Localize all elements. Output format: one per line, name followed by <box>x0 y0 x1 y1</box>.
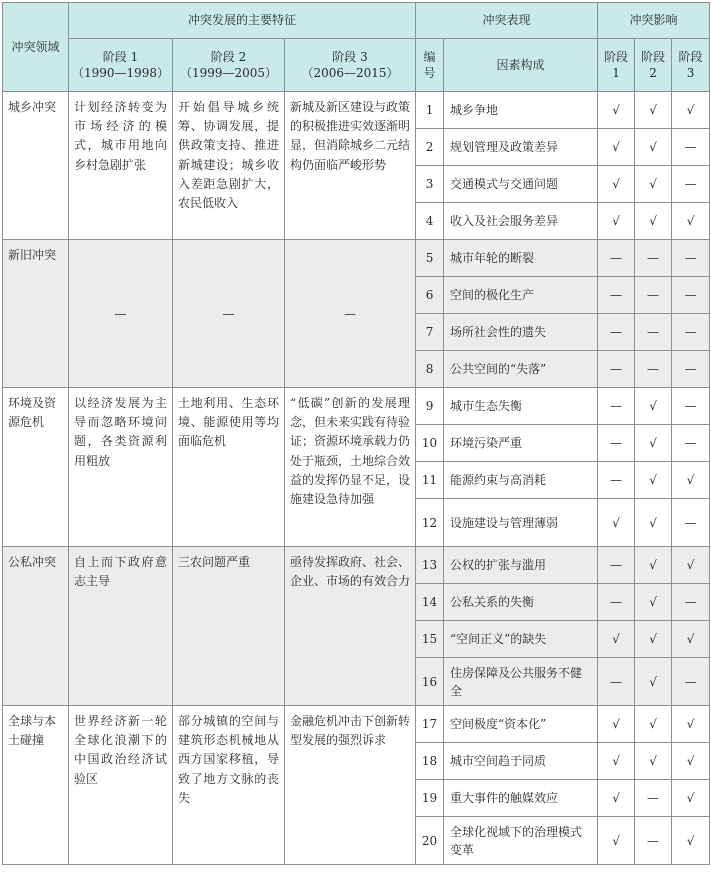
stage-years: （2006—2015） <box>301 66 399 80</box>
impact-stage-1-cell: √ <box>598 817 635 865</box>
num-cell: 8 <box>416 351 444 388</box>
impact-stage-2-cell: — <box>635 277 672 314</box>
stage-1-cell: 世界经济新一轮全球化浪潮下的中国政治经济试验区 <box>69 706 173 865</box>
impact-stage-2-cell: √ <box>635 658 672 706</box>
num-cell: 16 <box>416 658 444 706</box>
factor-cell: 空间极度“资本化” <box>444 706 598 743</box>
stage-label: 阶段 3 <box>332 49 368 64</box>
stage-1-cell: 自上而下政府意志主导 <box>69 547 173 706</box>
num-cell: 18 <box>416 743 444 780</box>
impact-stage-1-cell: √ <box>598 780 635 817</box>
factor-cell: 设施建设与管理薄弱 <box>444 499 598 547</box>
stage-3-cell: 新城及新区建设与政策的积极推进实效逐渐明显，但消除城乡二元结构仍面临严峻形势 <box>285 92 416 240</box>
num-cell: 2 <box>416 129 444 166</box>
header-factor: 因素构成 <box>444 39 598 92</box>
impact-stage-2-cell: √ <box>635 621 672 658</box>
impact-stage-1-cell: — <box>598 351 635 388</box>
impact-stage-3-cell: √ <box>672 743 710 780</box>
stage-label: 阶段 2 <box>210 49 247 64</box>
stage-years: （1999—2005） <box>179 66 278 80</box>
stage-3-cell: — <box>285 240 416 388</box>
impact-stage-1-cell: √ <box>598 706 635 743</box>
factor-cell: 公共空间的“失落” <box>444 351 598 388</box>
impact-stage-2-cell: √ <box>635 203 672 240</box>
impact-stage-2-cell: √ <box>635 743 672 780</box>
stage-3-cell: “低碳”创新的发展理念，但未来实践有待验证；资源环境承载力仍处于瓶颈，土地综合效益的发挥仍显不足，设施建设急待加强 <box>285 388 416 547</box>
stage-years: （1990—1998） <box>71 66 170 80</box>
impact-stage-1-cell: √ <box>598 203 635 240</box>
factor-cell: 收入及社会服务差异 <box>444 203 598 240</box>
stage-2-cell: 三农问题严重 <box>173 547 285 706</box>
impact-stage-3-cell: √ <box>672 706 710 743</box>
stage-1-cell: 以经济发展为主导而忽略环境问题，各类资源利用粗放 <box>69 388 173 547</box>
impact-stage-2-cell: √ <box>635 462 672 499</box>
impact-stage-2-cell: — <box>635 817 672 865</box>
impact-stage-2-cell: √ <box>635 92 672 129</box>
impact-stage-1-cell: — <box>598 240 635 277</box>
header-impact-stage-3: 阶段3 <box>672 39 710 92</box>
impact-stage-2-cell: √ <box>635 584 672 621</box>
impact-stage-3-cell: — <box>672 314 710 351</box>
impact-stage-3-cell: — <box>672 499 710 547</box>
impact-stage-3-cell: √ <box>672 621 710 658</box>
num-cell: 1 <box>416 92 444 129</box>
area-cell: 公私冲突 <box>3 547 69 706</box>
impact-stage-2-cell: — <box>635 351 672 388</box>
num-cell: 10 <box>416 425 444 462</box>
stage-1-cell: 计划经济转变为市场经济的模式，城市用地向乡村急剧扩张 <box>69 92 173 240</box>
impact-stage-3-cell: √ <box>672 780 710 817</box>
stage-2-cell: 开始倡导城乡统筹、协调发展，提供政策支持、推进新城建设；城乡收入差距急剧扩大，农民低收入 <box>173 92 285 240</box>
num-cell: 14 <box>416 584 444 621</box>
impact-stage-2-cell: √ <box>635 388 672 425</box>
impact-stage-2-cell: — <box>635 240 672 277</box>
header-stage-1 <box>69 39 173 92</box>
impact-stage-3-cell: — <box>672 240 710 277</box>
impact-stage-1-cell: — <box>598 388 635 425</box>
impact-stage-2-cell: — <box>635 314 672 351</box>
factor-cell: 重大事件的触媒效应 <box>444 780 598 817</box>
header-area: 冲突领域 <box>3 3 69 92</box>
impact-stage-2-cell: √ <box>635 547 672 584</box>
num-cell: 9 <box>416 388 444 425</box>
impact-stage-3-cell: √ <box>672 92 710 129</box>
impact-stage-3-cell: √ <box>672 203 710 240</box>
stage-2-cell: 土地利用、生态环境、能源使用等均面临危机 <box>173 388 285 547</box>
impact-stage-2-cell: √ <box>635 499 672 547</box>
header-stage-3 <box>285 39 416 92</box>
num-cell: 19 <box>416 780 444 817</box>
table-row <box>3 547 710 584</box>
impact-stage-1-cell: √ <box>598 166 635 203</box>
factor-cell: 交通模式与交通问题 <box>444 166 598 203</box>
table-row <box>3 240 710 277</box>
num-cell: 12 <box>416 499 444 547</box>
factor-cell: 公权的扩张与滥用 <box>444 547 598 584</box>
impact-stage-3-cell: — <box>672 388 710 425</box>
num-cell: 3 <box>416 166 444 203</box>
factor-cell: 能源约束与高消耗 <box>444 462 598 499</box>
table-row <box>3 92 710 129</box>
header-manifestation: 冲突表现 <box>416 3 598 39</box>
factor-cell: 城市生态失衡 <box>444 388 598 425</box>
stage-2-cell: 部分城镇的空间与建筑形态机械地从西方国家移植，导致了地方文脉的丧失 <box>173 706 285 865</box>
impact-stage-1-cell: √ <box>598 743 635 780</box>
impact-stage-3-cell: — <box>672 658 710 706</box>
stage-label: 阶段 1 <box>102 49 139 64</box>
factor-cell: 城市空间趋于同质 <box>444 743 598 780</box>
header-impact-stage-2: 阶段2 <box>635 39 672 92</box>
impact-stage-1-cell: √ <box>598 499 635 547</box>
factor-cell: 规划管理及政策差异 <box>444 129 598 166</box>
num-cell: 6 <box>416 277 444 314</box>
impact-stage-1-cell: — <box>598 584 635 621</box>
impact-stage-1-cell: — <box>598 425 635 462</box>
impact-stage-3-cell: √ <box>672 547 710 584</box>
impact-stage-2-cell: √ <box>635 129 672 166</box>
factor-cell: 场所社会性的遗失 <box>444 314 598 351</box>
factor-cell: 城市年轮的断裂 <box>444 240 598 277</box>
impact-stage-2-cell: √ <box>635 166 672 203</box>
stage-2-cell: — <box>173 240 285 388</box>
num-cell: 17 <box>416 706 444 743</box>
impact-stage-1-cell: √ <box>598 92 635 129</box>
impact-stage-3-cell: √ <box>672 462 710 499</box>
impact-stage-1-cell: — <box>598 277 635 314</box>
impact-stage-1-cell: — <box>598 314 635 351</box>
factor-cell: 公私关系的失衡 <box>444 584 598 621</box>
impact-stage-1-cell: √ <box>598 621 635 658</box>
conflict-table <box>2 2 710 865</box>
area-cell: 全球与本土碰撞 <box>3 706 69 865</box>
impact-stage-3-cell: √ <box>672 817 710 865</box>
stage-3-cell: 亟待发挥政府、社会、企业、市场的有效合力 <box>285 547 416 706</box>
table-body <box>3 92 710 865</box>
impact-stage-3-cell: — <box>672 584 710 621</box>
num-cell: 15 <box>416 621 444 658</box>
area-cell: 城乡冲突 <box>3 92 69 240</box>
impact-stage-3-cell: — <box>672 425 710 462</box>
factor-cell: 环境污染严重 <box>444 425 598 462</box>
impact-stage-2-cell: √ <box>635 706 672 743</box>
area-cell: 环境及资源危机 <box>3 388 69 547</box>
impact-stage-2-cell: √ <box>635 425 672 462</box>
stage-3-cell: 金融危机冲击下创新转型发展的强烈诉求 <box>285 706 416 865</box>
impact-stage-3-cell: — <box>672 351 710 388</box>
factor-cell: 空间的极化生产 <box>444 277 598 314</box>
header-features: 冲突发展的主要特征 <box>69 3 416 39</box>
impact-stage-2-cell: — <box>635 780 672 817</box>
impact-stage-1-cell: — <box>598 547 635 584</box>
num-cell: 7 <box>416 314 444 351</box>
factor-cell: 全球化视域下的治理模式变革 <box>444 817 598 865</box>
num-cell: 11 <box>416 462 444 499</box>
factor-cell: “空间正义”的缺失 <box>444 621 598 658</box>
stage-1-cell: — <box>69 240 173 388</box>
area-cell: 新旧冲突 <box>3 240 69 388</box>
header-impact: 冲突影响 <box>598 3 710 39</box>
factor-cell: 城乡争地 <box>444 92 598 129</box>
impact-stage-3-cell: — <box>672 277 710 314</box>
impact-stage-1-cell: — <box>598 462 635 499</box>
impact-stage-3-cell: — <box>672 166 710 203</box>
table-row <box>3 706 710 743</box>
num-cell: 4 <box>416 203 444 240</box>
table-row <box>3 388 710 425</box>
impact-stage-1-cell: — <box>598 658 635 706</box>
impact-stage-3-cell: — <box>672 129 710 166</box>
header-impact-stage-1: 阶段1 <box>598 39 635 92</box>
num-cell: 13 <box>416 547 444 584</box>
num-cell: 5 <box>416 240 444 277</box>
factor-cell: 住房保障及公共服务不健全 <box>444 658 598 706</box>
impact-stage-1-cell: √ <box>598 129 635 166</box>
header-num: 编号 <box>416 39 444 92</box>
num-cell: 20 <box>416 817 444 865</box>
header-stage-2 <box>173 39 285 92</box>
